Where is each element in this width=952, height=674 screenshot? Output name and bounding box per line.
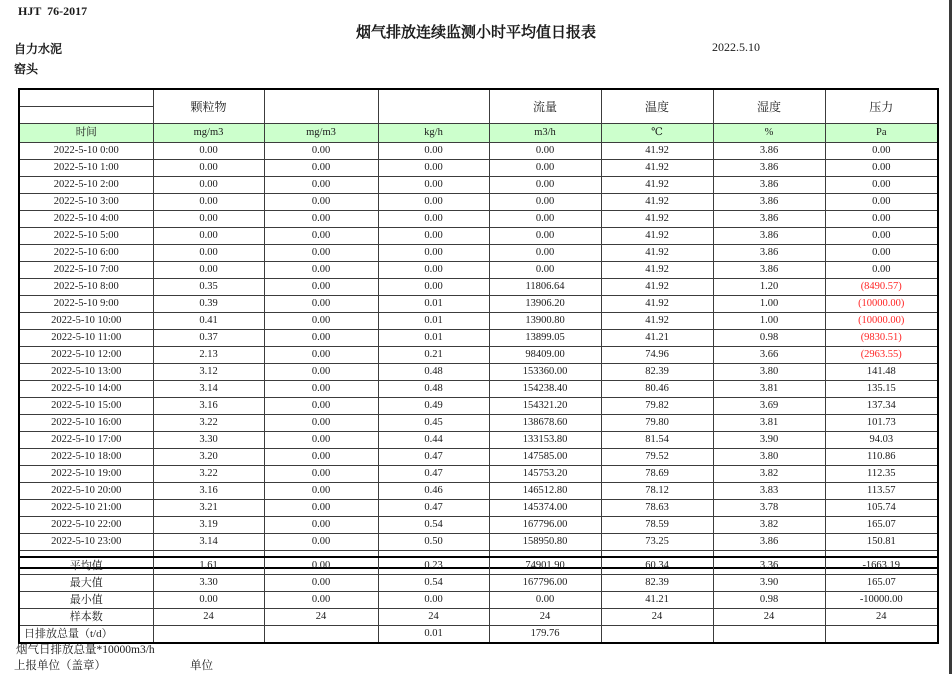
time-header: 时间 (19, 124, 153, 143)
summary-value-cell: 24 (264, 609, 378, 626)
value-cell: 150.81 (825, 534, 938, 551)
col-header-particulate: 颗粒物 (153, 89, 264, 124)
table-row (19, 398, 938, 415)
table-row (19, 262, 938, 279)
value-cell: 3.16 (153, 398, 264, 415)
value-cell: 0.00 (489, 228, 601, 245)
summary-value-cell: 179.76 (489, 626, 601, 644)
value-cell: 3.16 (153, 483, 264, 500)
value-cell: 145753.20 (489, 466, 601, 483)
table-row (19, 245, 938, 262)
value-cell: 41.92 (601, 228, 713, 245)
value-cell: 0.00 (825, 228, 938, 245)
value-cell: 13899.05 (489, 330, 601, 347)
summary-label: 日排放总量（t/d） (19, 626, 153, 644)
value-cell: 78.12 (601, 483, 713, 500)
value-cell: 81.54 (601, 432, 713, 449)
time-cell: 2022-5-10 15:00 (19, 398, 153, 415)
table-row (19, 160, 938, 177)
value-cell: 0.01 (378, 330, 489, 347)
value-cell: 0.39 (153, 296, 264, 313)
value-cell: 0.00 (264, 364, 378, 381)
value-cell: 3.86 (713, 262, 825, 279)
value-cell: 0.00 (378, 160, 489, 177)
unit-label: 单位 (190, 660, 213, 672)
unit-pa: Pa (825, 124, 938, 143)
value-cell: 0.00 (153, 228, 264, 245)
value-cell: 0.00 (825, 143, 938, 160)
footnote: 烟气日排放总量*10000m3/h (16, 644, 155, 656)
value-cell: 0.00 (378, 262, 489, 279)
time-cell: 2022-5-10 9:00 (19, 296, 153, 313)
value-cell: 3.20 (153, 449, 264, 466)
value-cell: 3.22 (153, 466, 264, 483)
value-cell: 0.45 (378, 415, 489, 432)
col-header-blank-1 (264, 89, 378, 124)
value-cell: 0.00 (264, 415, 378, 432)
report-unit-label: 上报单位（盖章） (14, 660, 106, 672)
unit-mgm3-1: mg/m3 (153, 124, 264, 143)
value-cell: 0.00 (264, 143, 378, 160)
value-cell: 0.48 (378, 364, 489, 381)
company-name: 自力水泥 (14, 42, 63, 56)
value-cell: 3.30 (153, 432, 264, 449)
table-row (19, 330, 938, 347)
value-cell: 41.92 (601, 160, 713, 177)
value-cell: 3.69 (713, 398, 825, 415)
value-cell: 3.86 (713, 534, 825, 551)
unit-header-row (19, 124, 938, 143)
value-cell: 105.74 (825, 500, 938, 517)
value-cell: 0.00 (264, 500, 378, 517)
table-row (19, 466, 938, 483)
value-cell: 3.86 (713, 228, 825, 245)
value-cell: 133153.80 (489, 432, 601, 449)
time-cell: 2022-5-10 0:00 (19, 143, 153, 160)
value-cell: 0.00 (264, 160, 378, 177)
time-cell: 2022-5-10 10:00 (19, 313, 153, 330)
table-row (19, 211, 938, 228)
summary-value-cell: 24 (713, 609, 825, 626)
value-cell: 78.63 (601, 500, 713, 517)
value-cell: 0.47 (378, 449, 489, 466)
summary-value-cell (264, 626, 378, 644)
table-row (19, 500, 938, 517)
summary-value-cell: 165.07 (825, 575, 938, 592)
table-row (19, 483, 938, 500)
value-cell: 2.13 (153, 347, 264, 364)
value-cell: 0.00 (264, 398, 378, 415)
summary-value-cell: -1663.19 (825, 557, 938, 575)
table-row (19, 228, 938, 245)
table-row (19, 177, 938, 194)
value-cell: 112.35 (825, 466, 938, 483)
summary-value-cell (713, 626, 825, 644)
summary-rows (19, 557, 938, 643)
value-cell: 41.92 (601, 143, 713, 160)
value-cell: 3.14 (153, 381, 264, 398)
value-cell: 79.82 (601, 398, 713, 415)
summary-value-cell: 3.36 (713, 557, 825, 575)
value-cell: 0.00 (264, 177, 378, 194)
value-cell: 82.39 (601, 364, 713, 381)
summary-value-cell: 0.01 (378, 626, 489, 644)
value-cell: 0.00 (264, 534, 378, 551)
value-cell: 0.00 (264, 517, 378, 534)
summary-value-cell: 82.39 (601, 575, 713, 592)
value-cell: 0.47 (378, 466, 489, 483)
value-cell: 41.92 (601, 245, 713, 262)
value-cell: 0.00 (264, 296, 378, 313)
value-cell: (9830.51) (825, 330, 938, 347)
time-cell: 2022-5-10 4:00 (19, 211, 153, 228)
value-cell: 41.92 (601, 262, 713, 279)
summary-row (19, 626, 938, 644)
value-cell: 0.00 (264, 432, 378, 449)
value-cell: 135.15 (825, 381, 938, 398)
summary-label: 平均值 (19, 557, 153, 575)
value-cell: 0.00 (825, 194, 938, 211)
summary-value-cell: 0.00 (378, 592, 489, 609)
value-cell: 0.50 (378, 534, 489, 551)
summary-value-cell: 3.90 (713, 575, 825, 592)
value-cell: 79.52 (601, 449, 713, 466)
value-cell: 3.66 (713, 347, 825, 364)
value-cell: 1.20 (713, 279, 825, 296)
value-cell: 41.92 (601, 194, 713, 211)
value-cell: 3.14 (153, 534, 264, 551)
unit-kgh: kg/h (378, 124, 489, 143)
summary-label: 最小值 (19, 592, 153, 609)
time-cell: 2022-5-10 14:00 (19, 381, 153, 398)
value-cell: 80.46 (601, 381, 713, 398)
value-cell: 158950.80 (489, 534, 601, 551)
time-cell: 2022-5-10 5:00 (19, 228, 153, 245)
value-cell: 141.48 (825, 364, 938, 381)
value-cell: 3.80 (713, 364, 825, 381)
table-row (19, 296, 938, 313)
value-cell: 1.00 (713, 313, 825, 330)
time-cell: 2022-5-10 7:00 (19, 262, 153, 279)
value-cell: 3.22 (153, 415, 264, 432)
table-row (19, 415, 938, 432)
value-cell: 146512.80 (489, 483, 601, 500)
value-cell: 0.00 (825, 262, 938, 279)
time-cell: 2022-5-10 1:00 (19, 160, 153, 177)
value-cell: 0.00 (378, 211, 489, 228)
value-cell: 98409.00 (489, 347, 601, 364)
value-cell: 0.00 (825, 245, 938, 262)
summary-value-cell: 24 (378, 609, 489, 626)
value-cell: 41.92 (601, 211, 713, 228)
group-header-row (19, 89, 938, 107)
value-cell: 0.00 (489, 194, 601, 211)
summary-value-cell: 24 (153, 609, 264, 626)
time-cell: 2022-5-10 3:00 (19, 194, 153, 211)
value-cell: 0.00 (153, 160, 264, 177)
value-cell: 137.34 (825, 398, 938, 415)
time-cell: 2022-5-10 8:00 (19, 279, 153, 296)
summary-value-cell: 24 (825, 609, 938, 626)
time-cell: 2022-5-10 20:00 (19, 483, 153, 500)
value-cell: 41.92 (601, 313, 713, 330)
summary-value-cell (825, 626, 938, 644)
table-row (19, 194, 938, 211)
value-cell: 73.25 (601, 534, 713, 551)
time-cell: 2022-5-10 12:00 (19, 347, 153, 364)
value-cell: 0.21 (378, 347, 489, 364)
value-cell: 79.80 (601, 415, 713, 432)
table-row (19, 449, 938, 466)
time-cell: 2022-5-10 2:00 (19, 177, 153, 194)
unit-mgm3-2: mg/m3 (264, 124, 378, 143)
value-cell: 0.00 (489, 211, 601, 228)
value-cell: 0.00 (489, 177, 601, 194)
value-cell: 0.00 (825, 160, 938, 177)
time-cell: 2022-5-10 22:00 (19, 517, 153, 534)
report-date: 2022.5.10 (712, 40, 760, 54)
value-cell: 0.00 (264, 449, 378, 466)
value-cell: 154321.20 (489, 398, 601, 415)
table-row (19, 364, 938, 381)
value-cell: 138678.60 (489, 415, 601, 432)
col-header-humidity: 湿度 (713, 89, 825, 124)
value-cell: 3.78 (713, 500, 825, 517)
summary-value-cell: 41.21 (601, 592, 713, 609)
value-cell: 0.00 (264, 262, 378, 279)
time-cell: 2022-5-10 21:00 (19, 500, 153, 517)
value-cell: 0.00 (489, 143, 601, 160)
table-row (19, 432, 938, 449)
station-name: 窑头 (14, 62, 39, 76)
value-cell: 3.12 (153, 364, 264, 381)
time-cell: 2022-5-10 11:00 (19, 330, 153, 347)
unit-percent: % (713, 124, 825, 143)
value-cell: 3.81 (713, 381, 825, 398)
unit-m3h: m3/h (489, 124, 601, 143)
value-cell: 41.92 (601, 279, 713, 296)
summary-label: 样本数 (19, 609, 153, 626)
time-cell: 2022-5-10 6:00 (19, 245, 153, 262)
value-cell: (10000.00) (825, 296, 938, 313)
value-cell: 0.00 (378, 194, 489, 211)
value-cell: 0.47 (378, 500, 489, 517)
value-cell: 3.80 (713, 449, 825, 466)
value-cell: 0.49 (378, 398, 489, 415)
value-cell: 145374.00 (489, 500, 601, 517)
value-cell: 0.46 (378, 483, 489, 500)
value-cell: 0.54 (378, 517, 489, 534)
value-cell: 0.00 (264, 211, 378, 228)
col-header-pressure: 压力 (825, 89, 938, 124)
value-cell: 0.00 (153, 177, 264, 194)
corner-cell-bottom (19, 107, 153, 124)
value-cell: 0.00 (378, 245, 489, 262)
value-cell: 0.00 (489, 160, 601, 177)
value-cell: 3.83 (713, 483, 825, 500)
value-cell: (2963.55) (825, 347, 938, 364)
summary-value-cell: 167796.00 (489, 575, 601, 592)
value-cell: 0.00 (378, 143, 489, 160)
report-table (18, 88, 939, 569)
corner-cell-top (19, 89, 153, 107)
value-cell: 0.00 (264, 194, 378, 211)
col-header-flow: 流量 (489, 89, 601, 124)
value-cell: 3.82 (713, 466, 825, 483)
value-cell: 78.69 (601, 466, 713, 483)
table-row (19, 381, 938, 398)
value-cell: 0.00 (153, 262, 264, 279)
value-cell: 74.96 (601, 347, 713, 364)
value-cell: 3.86 (713, 143, 825, 160)
value-cell: 3.81 (713, 415, 825, 432)
value-cell: 0.48 (378, 381, 489, 398)
summary-value-cell: 0.23 (378, 557, 489, 575)
table-row (19, 279, 938, 296)
summary-value-cell: 3.30 (153, 575, 264, 592)
summary-row (19, 609, 938, 626)
value-cell: 0.37 (153, 330, 264, 347)
summary-value-cell: 0.00 (489, 592, 601, 609)
col-header-temperature: 温度 (601, 89, 713, 124)
time-cell: 2022-5-10 19:00 (19, 466, 153, 483)
value-cell: 0.00 (153, 143, 264, 160)
time-cell: 2022-5-10 17:00 (19, 432, 153, 449)
table-header (19, 89, 938, 143)
summary-value-cell: 0.00 (264, 592, 378, 609)
value-cell: 0.35 (153, 279, 264, 296)
summary-row (19, 557, 938, 575)
value-cell: 0.00 (264, 330, 378, 347)
value-cell: 13906.20 (489, 296, 601, 313)
time-cell: 2022-5-10 23:00 (19, 534, 153, 551)
table-row (19, 143, 938, 160)
table-row (19, 313, 938, 330)
summary-value-cell: 0.00 (264, 557, 378, 575)
value-cell: 94.03 (825, 432, 938, 449)
summary-row (19, 575, 938, 592)
value-cell: 0.00 (264, 313, 378, 330)
summary-value-cell: 24 (601, 609, 713, 626)
value-cell: 0.00 (153, 245, 264, 262)
value-cell: 101.73 (825, 415, 938, 432)
value-cell: 0.00 (825, 211, 938, 228)
standard-code: HJT 76-2017 (18, 4, 88, 18)
report-title: 烟气排放连续监测小时平均值日报表 (355, 25, 596, 41)
value-cell: 0.00 (264, 381, 378, 398)
value-cell: 41.92 (601, 177, 713, 194)
value-cell: (10000.00) (825, 313, 938, 330)
value-cell: 0.00 (264, 245, 378, 262)
summary-value-cell: 0.98 (713, 592, 825, 609)
value-cell: 13900.80 (489, 313, 601, 330)
value-cell: 0.98 (713, 330, 825, 347)
value-cell: 0.00 (825, 177, 938, 194)
value-cell: 41.92 (601, 296, 713, 313)
value-cell: (8490.57) (825, 279, 938, 296)
data-rows (19, 143, 938, 569)
value-cell: 154238.40 (489, 381, 601, 398)
value-cell: 0.41 (153, 313, 264, 330)
value-cell: 3.86 (713, 194, 825, 211)
value-cell: 78.59 (601, 517, 713, 534)
value-cell: 11806.64 (489, 279, 601, 296)
summary-value-cell: 0.00 (264, 575, 378, 592)
value-cell: 0.00 (264, 347, 378, 364)
summary-value-cell (601, 626, 713, 644)
summary-table (18, 556, 939, 644)
summary-value-cell (153, 626, 264, 644)
value-cell: 3.86 (713, 211, 825, 228)
table-row (19, 517, 938, 534)
value-cell: 0.00 (378, 177, 489, 194)
summary-value-cell: 24 (489, 609, 601, 626)
summary-value-cell: 1.61 (153, 557, 264, 575)
summary-row (19, 592, 938, 609)
value-cell: 165.07 (825, 517, 938, 534)
value-cell: 113.57 (825, 483, 938, 500)
summary-value-cell: 74901.90 (489, 557, 601, 575)
value-cell: 0.00 (264, 279, 378, 296)
value-cell: 3.82 (713, 517, 825, 534)
time-cell: 2022-5-10 18:00 (19, 449, 153, 466)
value-cell: 153360.00 (489, 364, 601, 381)
summary-value-cell: 60.34 (601, 557, 713, 575)
value-cell: 3.86 (713, 177, 825, 194)
col-header-blank-2 (378, 89, 489, 124)
value-cell: 3.86 (713, 160, 825, 177)
value-cell: 0.00 (378, 228, 489, 245)
value-cell: 147585.00 (489, 449, 601, 466)
value-cell: 0.00 (264, 228, 378, 245)
value-cell: 0.00 (153, 194, 264, 211)
value-cell: 110.86 (825, 449, 938, 466)
time-cell: 2022-5-10 16:00 (19, 415, 153, 432)
value-cell: 0.00 (264, 466, 378, 483)
value-cell: 0.00 (489, 245, 601, 262)
unit-celsius: ℃ (601, 124, 713, 143)
value-cell: 0.01 (378, 313, 489, 330)
value-cell: 0.00 (378, 279, 489, 296)
value-cell: 0.01 (378, 296, 489, 313)
value-cell: 3.90 (713, 432, 825, 449)
value-cell: 41.21 (601, 330, 713, 347)
value-cell: 0.44 (378, 432, 489, 449)
summary-value-cell: -10000.00 (825, 592, 938, 609)
summary-value-cell: 0.54 (378, 575, 489, 592)
value-cell: 167796.00 (489, 517, 601, 534)
value-cell: 0.00 (153, 211, 264, 228)
summary-label: 最大值 (19, 575, 153, 592)
table-row (19, 534, 938, 551)
value-cell: 0.00 (489, 262, 601, 279)
table-row (19, 347, 938, 364)
summary-value-cell: 0.00 (153, 592, 264, 609)
value-cell: 3.86 (713, 245, 825, 262)
value-cell: 3.19 (153, 517, 264, 534)
value-cell: 0.00 (264, 483, 378, 500)
value-cell: 1.00 (713, 296, 825, 313)
time-cell: 2022-5-10 13:00 (19, 364, 153, 381)
value-cell: 3.21 (153, 500, 264, 517)
